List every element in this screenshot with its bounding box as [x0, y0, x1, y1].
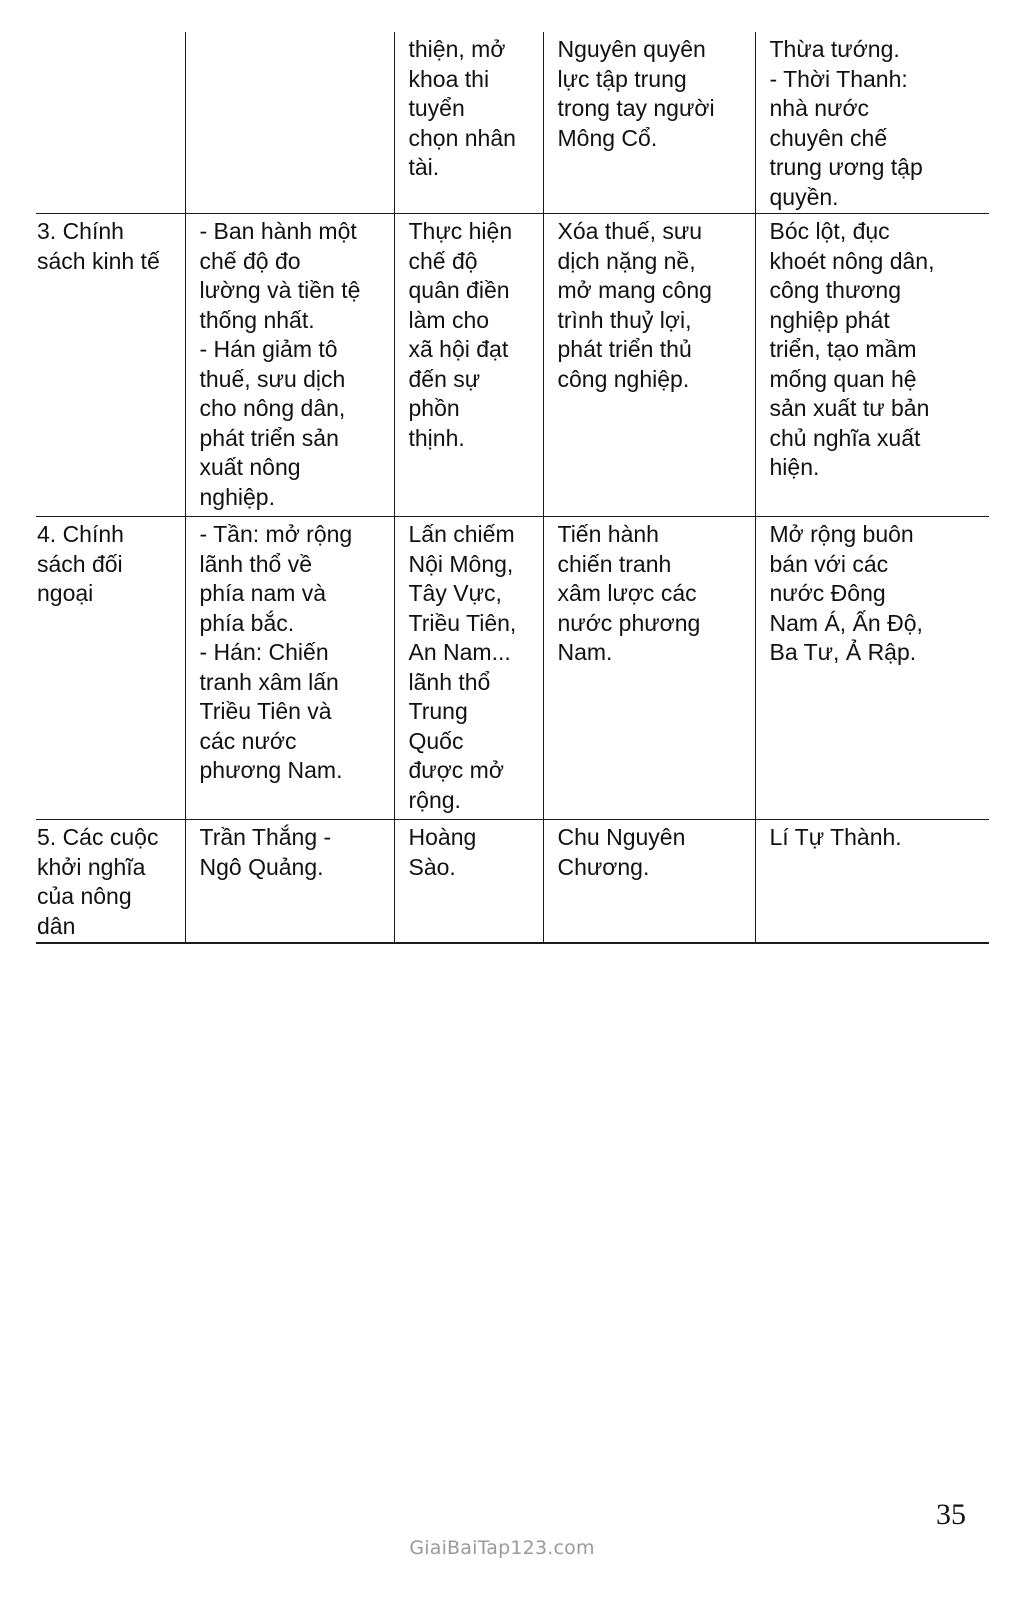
- watermark: GiaiBaiTap123.com: [409, 1537, 595, 1559]
- cell-tang: Lấn chiếm Nội Mông, Tây Vực, Triều Tiên, An Nam... lãnh thổ Trung Quốc được mở rộng.: [394, 517, 543, 820]
- cell-tang: Hoàng Sào.: [394, 820, 543, 944]
- cell-song-yuan: Chu Nguyên Chương.: [543, 820, 755, 944]
- cell-qin-han: - Tần: mở rộng lãnh thổ về phía nam và phía bắc. - Hán: Chiến tranh xâm lấn Triều Tiên và các nước phương Nam.: [185, 517, 394, 820]
- cell-topic: 4. Chính sách đối ngoại: [36, 517, 185, 820]
- cell-topic: 5. Các cuộc khởi nghĩa của nông dân: [36, 820, 185, 944]
- cell-topic: 3. Chính sách kinh tế: [36, 214, 185, 517]
- cell-ming-qing: Bóc lột, đục khoét nông dân, công thương nghiệp phát triển, tạo mầm mống quan hệ sản xuất tư bản chủ nghĩa xuất hiện.: [755, 214, 989, 517]
- cell-song-yuan: Nguyên quyên lực tập trung trong tay người Mông Cổ.: [543, 32, 755, 214]
- cell-tang: Thực hiện chế độ quân điền làm cho xã hội đạt đến sự phồn thịnh.: [394, 214, 543, 517]
- page-number: 35: [936, 1498, 966, 1531]
- cell-qin-han: Trần Thắng - Ngô Quảng.: [185, 820, 394, 944]
- cell-song-yuan: Xóa thuế, sưu dịch nặng nề, mở mang công trình thuỷ lợi, phát triển thủ công nghiệp.: [543, 214, 755, 517]
- cell-ming-qing: Mở rộng buôn bán với các nước Đông Nam Á, Ấn Độ, Ba Tư, Ả Rập.: [755, 517, 989, 820]
- cell-ming-qing: Lí Tự Thành.: [755, 820, 989, 944]
- table-row: [36, 820, 989, 944]
- table-row: [36, 214, 989, 517]
- cell-ming-qing: Thừa tướng. - Thời Thanh: nhà nước chuyên chế trung ương tập quyền.: [755, 32, 989, 214]
- table-row: [36, 517, 989, 820]
- cell-song-yuan: Tiến hành chiến tranh xâm lược các nước phương Nam.: [543, 517, 755, 820]
- cell-qin-han: - Ban hành một chế độ đo lường và tiền tệ thống nhất. - Hán giảm tô thuế, sưu dịch cho nông dân, phát triển sản xuất nông nghiệp.: [185, 214, 394, 517]
- cell-topic: [36, 32, 185, 214]
- cell-qin-han: [185, 32, 394, 214]
- table-row: [36, 32, 989, 214]
- cell-tang: thiện, mở khoa thi tuyển chọn nhân tài.: [394, 32, 543, 214]
- comparison-table: [36, 32, 989, 944]
